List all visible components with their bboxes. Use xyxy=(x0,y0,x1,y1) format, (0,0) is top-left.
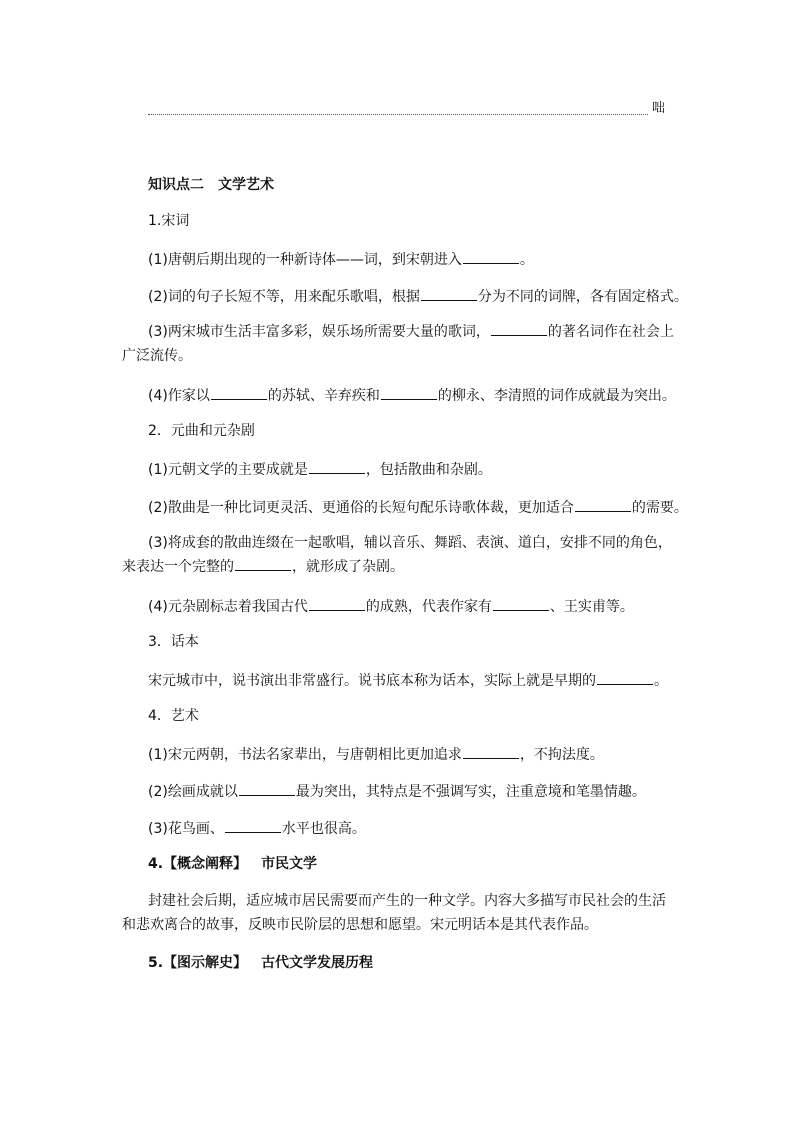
answer-blank[interactable] xyxy=(421,286,477,301)
yuan-qu-item-3: (3)将成套的散曲连缀在一起歌唱，辅以音乐、舞蹈、表演、道白，安排不同的角色，来表达一个完整的 ，就形成了杂剧。 xyxy=(122,535,672,575)
song-ci-item-1: (1)唐朝后期出现的一种新诗体——词，到宋朝进入 。 xyxy=(148,249,678,269)
answer-blank[interactable] xyxy=(225,818,281,833)
header-dotted-rule xyxy=(148,100,648,115)
song-ci-item-4: (4)作家以 的苏轼、辛弃疾和 的柳永、李清照的词作成就最为突出。 xyxy=(148,385,678,405)
answer-blank[interactable] xyxy=(491,321,547,336)
huaben-item-1: 宋元城市中，说书演出非常盛行。说书底本称为话本，实际上就是早期的 。 xyxy=(148,670,678,690)
answer-blank[interactable] xyxy=(381,385,437,400)
answer-blank[interactable] xyxy=(463,744,519,759)
answer-blank[interactable] xyxy=(309,459,365,474)
art-heading: 4．艺术 xyxy=(148,708,199,724)
song-ci-item-2: (2)词的句子长短不等，用来配乐歌唱，根据 分为不同的词牌，各有固定格式。 xyxy=(148,286,678,306)
answer-blank[interactable] xyxy=(493,596,549,611)
yuan-qu-item-4: (4)元杂剧标志着我国古代 的成熟，代表作家有 、王实甫等。 xyxy=(148,596,678,616)
concept-body: 封建社会后期，适应城市居民需要而产生的一种文学。内容大多描写市民社会的生活和悲欢离合的故事，反映市民阶层的思想和愿望。宋元明话本是其代表作品。 xyxy=(122,893,666,933)
art-item-3: (3)花鸟画、 水平也很高。 xyxy=(148,818,678,838)
answer-blank[interactable] xyxy=(235,556,291,571)
header-mark: 咄 xyxy=(652,101,666,116)
answer-blank[interactable] xyxy=(309,596,365,611)
answer-blank[interactable] xyxy=(597,670,653,685)
yuan-qu-item-2: (2)散曲是一种比词更灵活、更通俗的长短句配乐诗歌体裁，更加适合 的需要。 xyxy=(148,497,678,517)
art-item-2: (2)绘画成就以 最为突出，其特点是不强调写实，注重意境和笔墨情趣。 xyxy=(148,781,678,801)
answer-blank[interactable] xyxy=(463,249,519,264)
answer-blank[interactable] xyxy=(239,781,295,796)
section-title: 知识点二 文学艺术 xyxy=(148,177,274,193)
yuan-qu-item-1: (1)元朝文学的主要成就是 ，包括散曲和杂剧。 xyxy=(148,459,678,479)
concept-heading: 4.【概念阐释】 市民文学 xyxy=(148,856,318,872)
huaben-heading: 3．话本 xyxy=(148,634,199,650)
answer-blank[interactable] xyxy=(211,385,267,400)
art-item-1: (1)宋元两朝，书法名家辈出，与唐朝相比更加追求 ，不拘法度。 xyxy=(148,744,678,764)
answer-blank[interactable] xyxy=(575,497,631,512)
diagram-heading: 5.【图示解史】 古代文学发展历程 xyxy=(148,955,374,971)
song-ci-item-3: (3)两宋城市生活丰富多彩，娱乐场所需要大量的歌词， 的著名词作在社会上广泛流传。 xyxy=(122,320,678,368)
yuan-qu-heading: 2．元曲和元杂剧 xyxy=(148,423,255,439)
song-ci-heading: 1.宋词 xyxy=(148,213,190,229)
